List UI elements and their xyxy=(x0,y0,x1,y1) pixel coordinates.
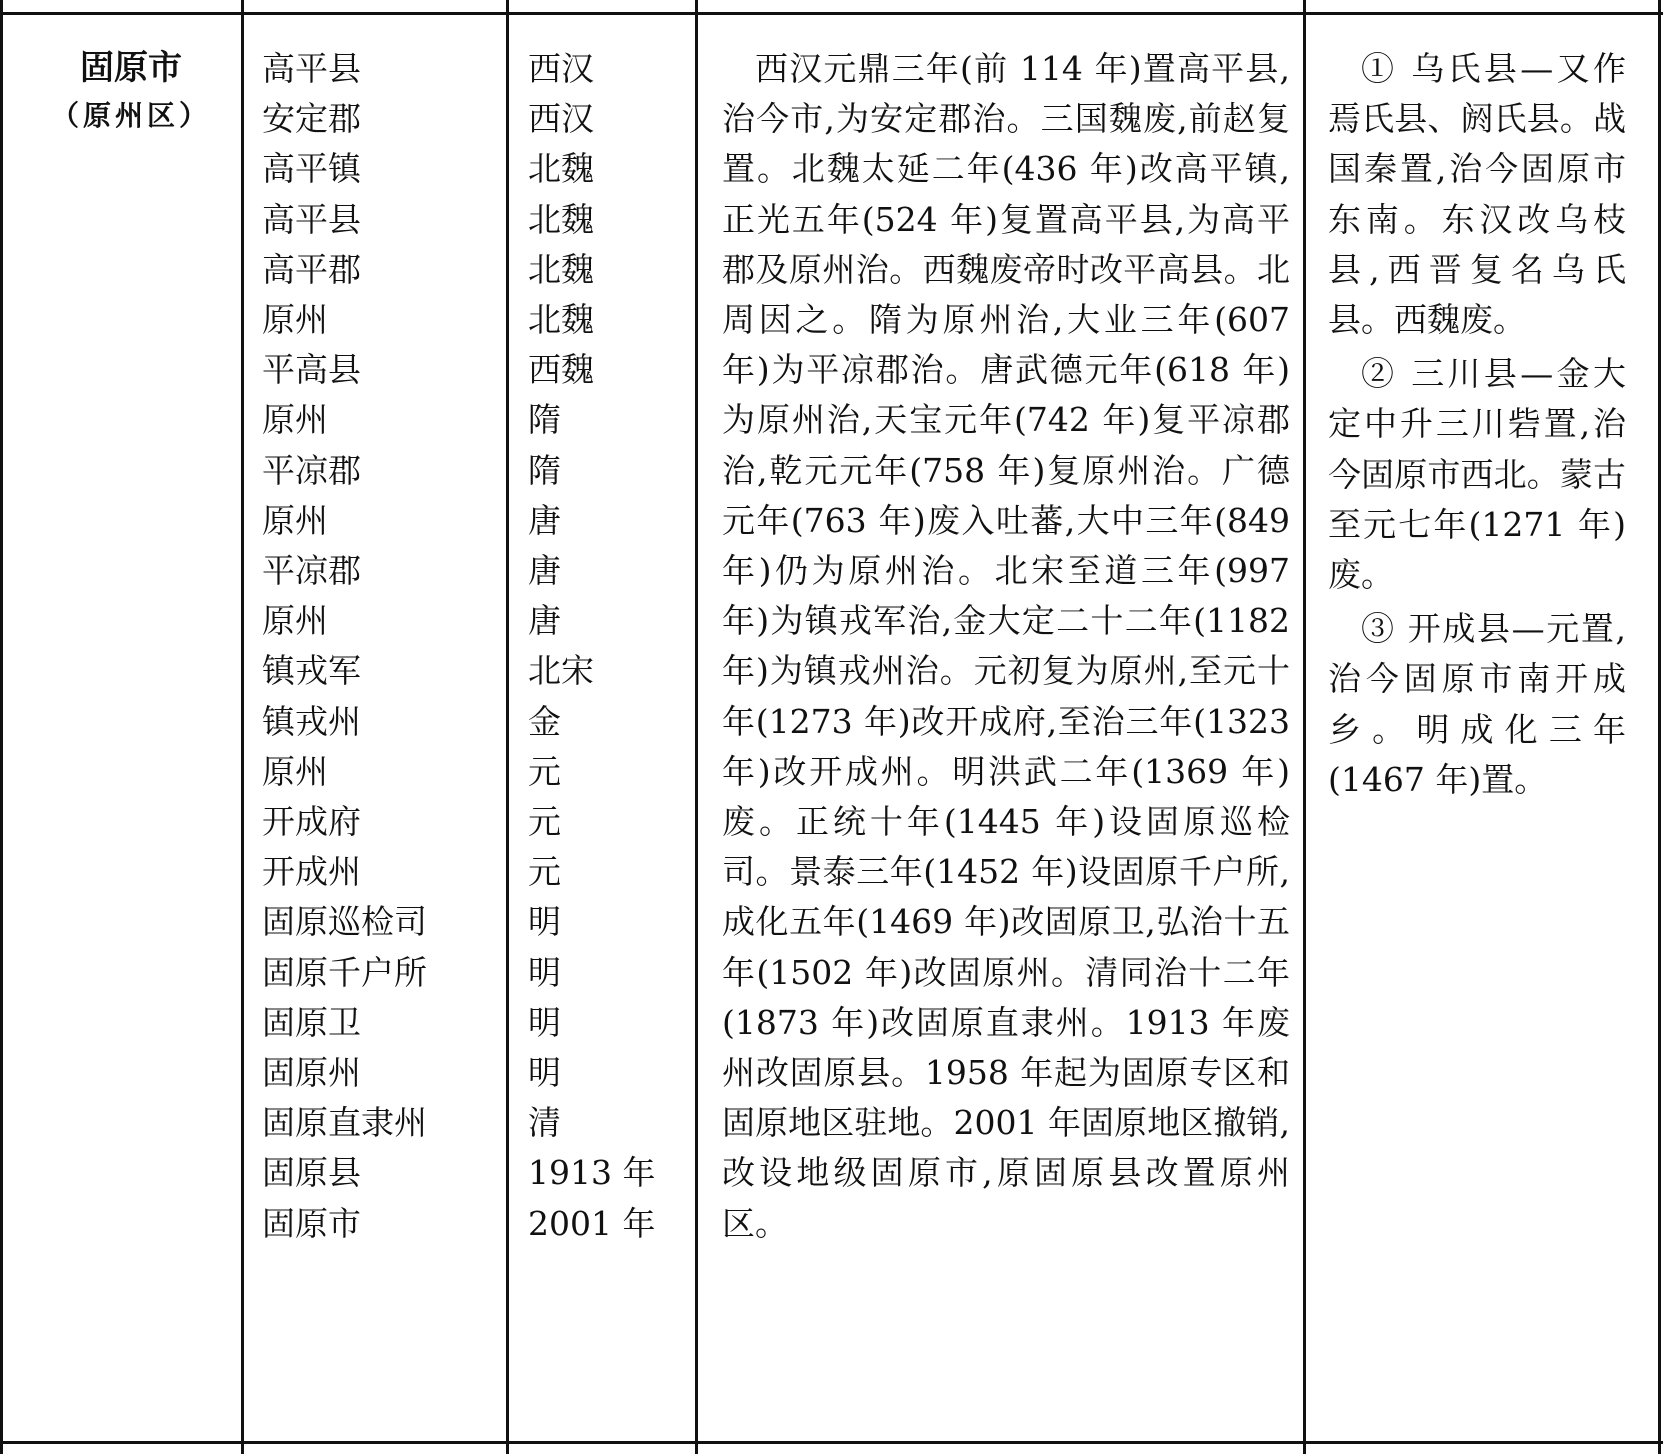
era: 西汉 xyxy=(528,99,594,139)
historical-name: 平高县 xyxy=(262,350,361,390)
era: 元 xyxy=(528,751,561,791)
historical-names-list xyxy=(262,44,502,1249)
column-divider-2 xyxy=(506,0,509,1454)
era: 北魏 xyxy=(528,249,594,289)
historical-name: 固原直隶州 xyxy=(262,1103,427,1143)
history-description: 西汉元鼎三年(前 114 年)置高平县,治今市,为安定郡治。三国魏废,前赵复置。北魏太延二年(436 年)改高平镇,正光五年(524 年)复置高平县,为高平郡及原州治。西魏废帝时改平高县。北周因之。隋为原州治,大业三年(607 年)为平凉郡治。唐武德元年(618 年)为原州治,天宝元年(742 年)复平凉郡治,乾元元年(758 年)复原州治。广德元年(763 年)废入吐蕃,大中三年(849 年)仍为原州治。北宋至道三年(997 年)为镇戎军治,金大定二十二年(1182 年)为镇戎州治。元初复为原州,至元十年(1273 年)改开成府,至治三年(1323 年)改开成州。明洪武二年(1369 年)废。正统十年(1445 年)设固原巡检司。景泰三年(1452 年)设固原千户所,成化五年(1469 年)改固原卫,弘治十五年(1502 年)改固原州。清同治十二年(1873 年)改固原直隶州。1913 年废州改固原县。1958 年起为固原专区和固原地区驻地。2001 年固原地区撤销,改设地级固原市,原固原县改置原州区。 xyxy=(722,49,1290,1243)
era: 隋 xyxy=(528,400,561,440)
era: 北魏 xyxy=(528,199,594,239)
historical-name: 固原州 xyxy=(262,1053,361,1093)
row-top-border xyxy=(0,12,1663,15)
historical-name: 平凉郡 xyxy=(262,450,361,490)
historical-name: 高平郡 xyxy=(262,249,361,289)
historical-name: 镇戎军 xyxy=(262,651,361,691)
historical-name: 原州 xyxy=(262,601,328,641)
era: 明 xyxy=(528,1002,561,1042)
era: 唐 xyxy=(528,500,561,540)
era: 清 xyxy=(528,1103,561,1143)
era: 北宋 xyxy=(528,651,594,691)
note-item: ② 三川县—金大定中升三川砦置,治今固原市西北。蒙古至元七年(1271 年)废。 xyxy=(1328,354,1626,595)
column-divider-3 xyxy=(695,0,698,1454)
era: 唐 xyxy=(528,551,561,591)
note-item: ③ 开成县—元置,治今固原市南开成乡。明成化三年(1467 年)置。 xyxy=(1328,609,1626,799)
historical-name: 原州 xyxy=(262,500,328,540)
historical-name: 高平县 xyxy=(262,49,361,88)
era: 金 xyxy=(528,701,561,741)
era: 1913 年 xyxy=(528,1153,656,1193)
table-border-right xyxy=(1658,0,1661,1454)
historical-name: 固原市 xyxy=(262,1203,361,1243)
era: 西魏 xyxy=(528,350,594,390)
era: 明 xyxy=(528,1053,561,1093)
historical-name: 原州 xyxy=(262,751,328,791)
table-border-left xyxy=(0,0,3,1454)
historical-name: 高平县 xyxy=(262,199,361,239)
era: 隋 xyxy=(528,450,561,490)
historical-name: 高平镇 xyxy=(262,149,361,189)
place-name: 固原市 xyxy=(80,48,182,88)
historical-name: 开成州 xyxy=(262,852,361,892)
column-divider-4 xyxy=(1303,0,1306,1454)
era: 西汉 xyxy=(528,49,594,88)
historical-name: 固原千户所 xyxy=(262,952,427,992)
historical-name: 原州 xyxy=(262,400,328,440)
era: 北魏 xyxy=(528,149,594,189)
era: 唐 xyxy=(528,601,561,641)
eras-list xyxy=(528,44,678,1249)
place-cell xyxy=(40,44,222,140)
historical-name: 固原县 xyxy=(262,1153,361,1193)
row-bottom-border xyxy=(0,1441,1663,1444)
note-item: ① 乌氏县—又作焉氏县、阏氏县。战国秦置,治今固原市东南。东汉改乌枝县,西晋复名乌氏县。西魏废。 xyxy=(1328,49,1626,340)
historical-name: 镇戎州 xyxy=(262,701,361,741)
historical-name: 原州 xyxy=(262,300,328,340)
historical-name: 固原巡检司 xyxy=(262,902,427,942)
notes-cell xyxy=(1328,44,1626,809)
era: 明 xyxy=(528,902,561,942)
historical-name: 安定郡 xyxy=(262,99,361,139)
place-district: （原州区） xyxy=(50,99,211,132)
historical-name: 开成府 xyxy=(262,802,361,842)
era: 北魏 xyxy=(528,300,594,340)
era: 明 xyxy=(528,952,561,992)
historical-name: 平凉郡 xyxy=(262,551,361,591)
historical-name: 固原卫 xyxy=(262,1002,361,1042)
era: 元 xyxy=(528,852,561,892)
column-divider-1 xyxy=(241,0,244,1454)
era: 元 xyxy=(528,802,561,842)
era: 2001 年 xyxy=(528,1203,656,1243)
